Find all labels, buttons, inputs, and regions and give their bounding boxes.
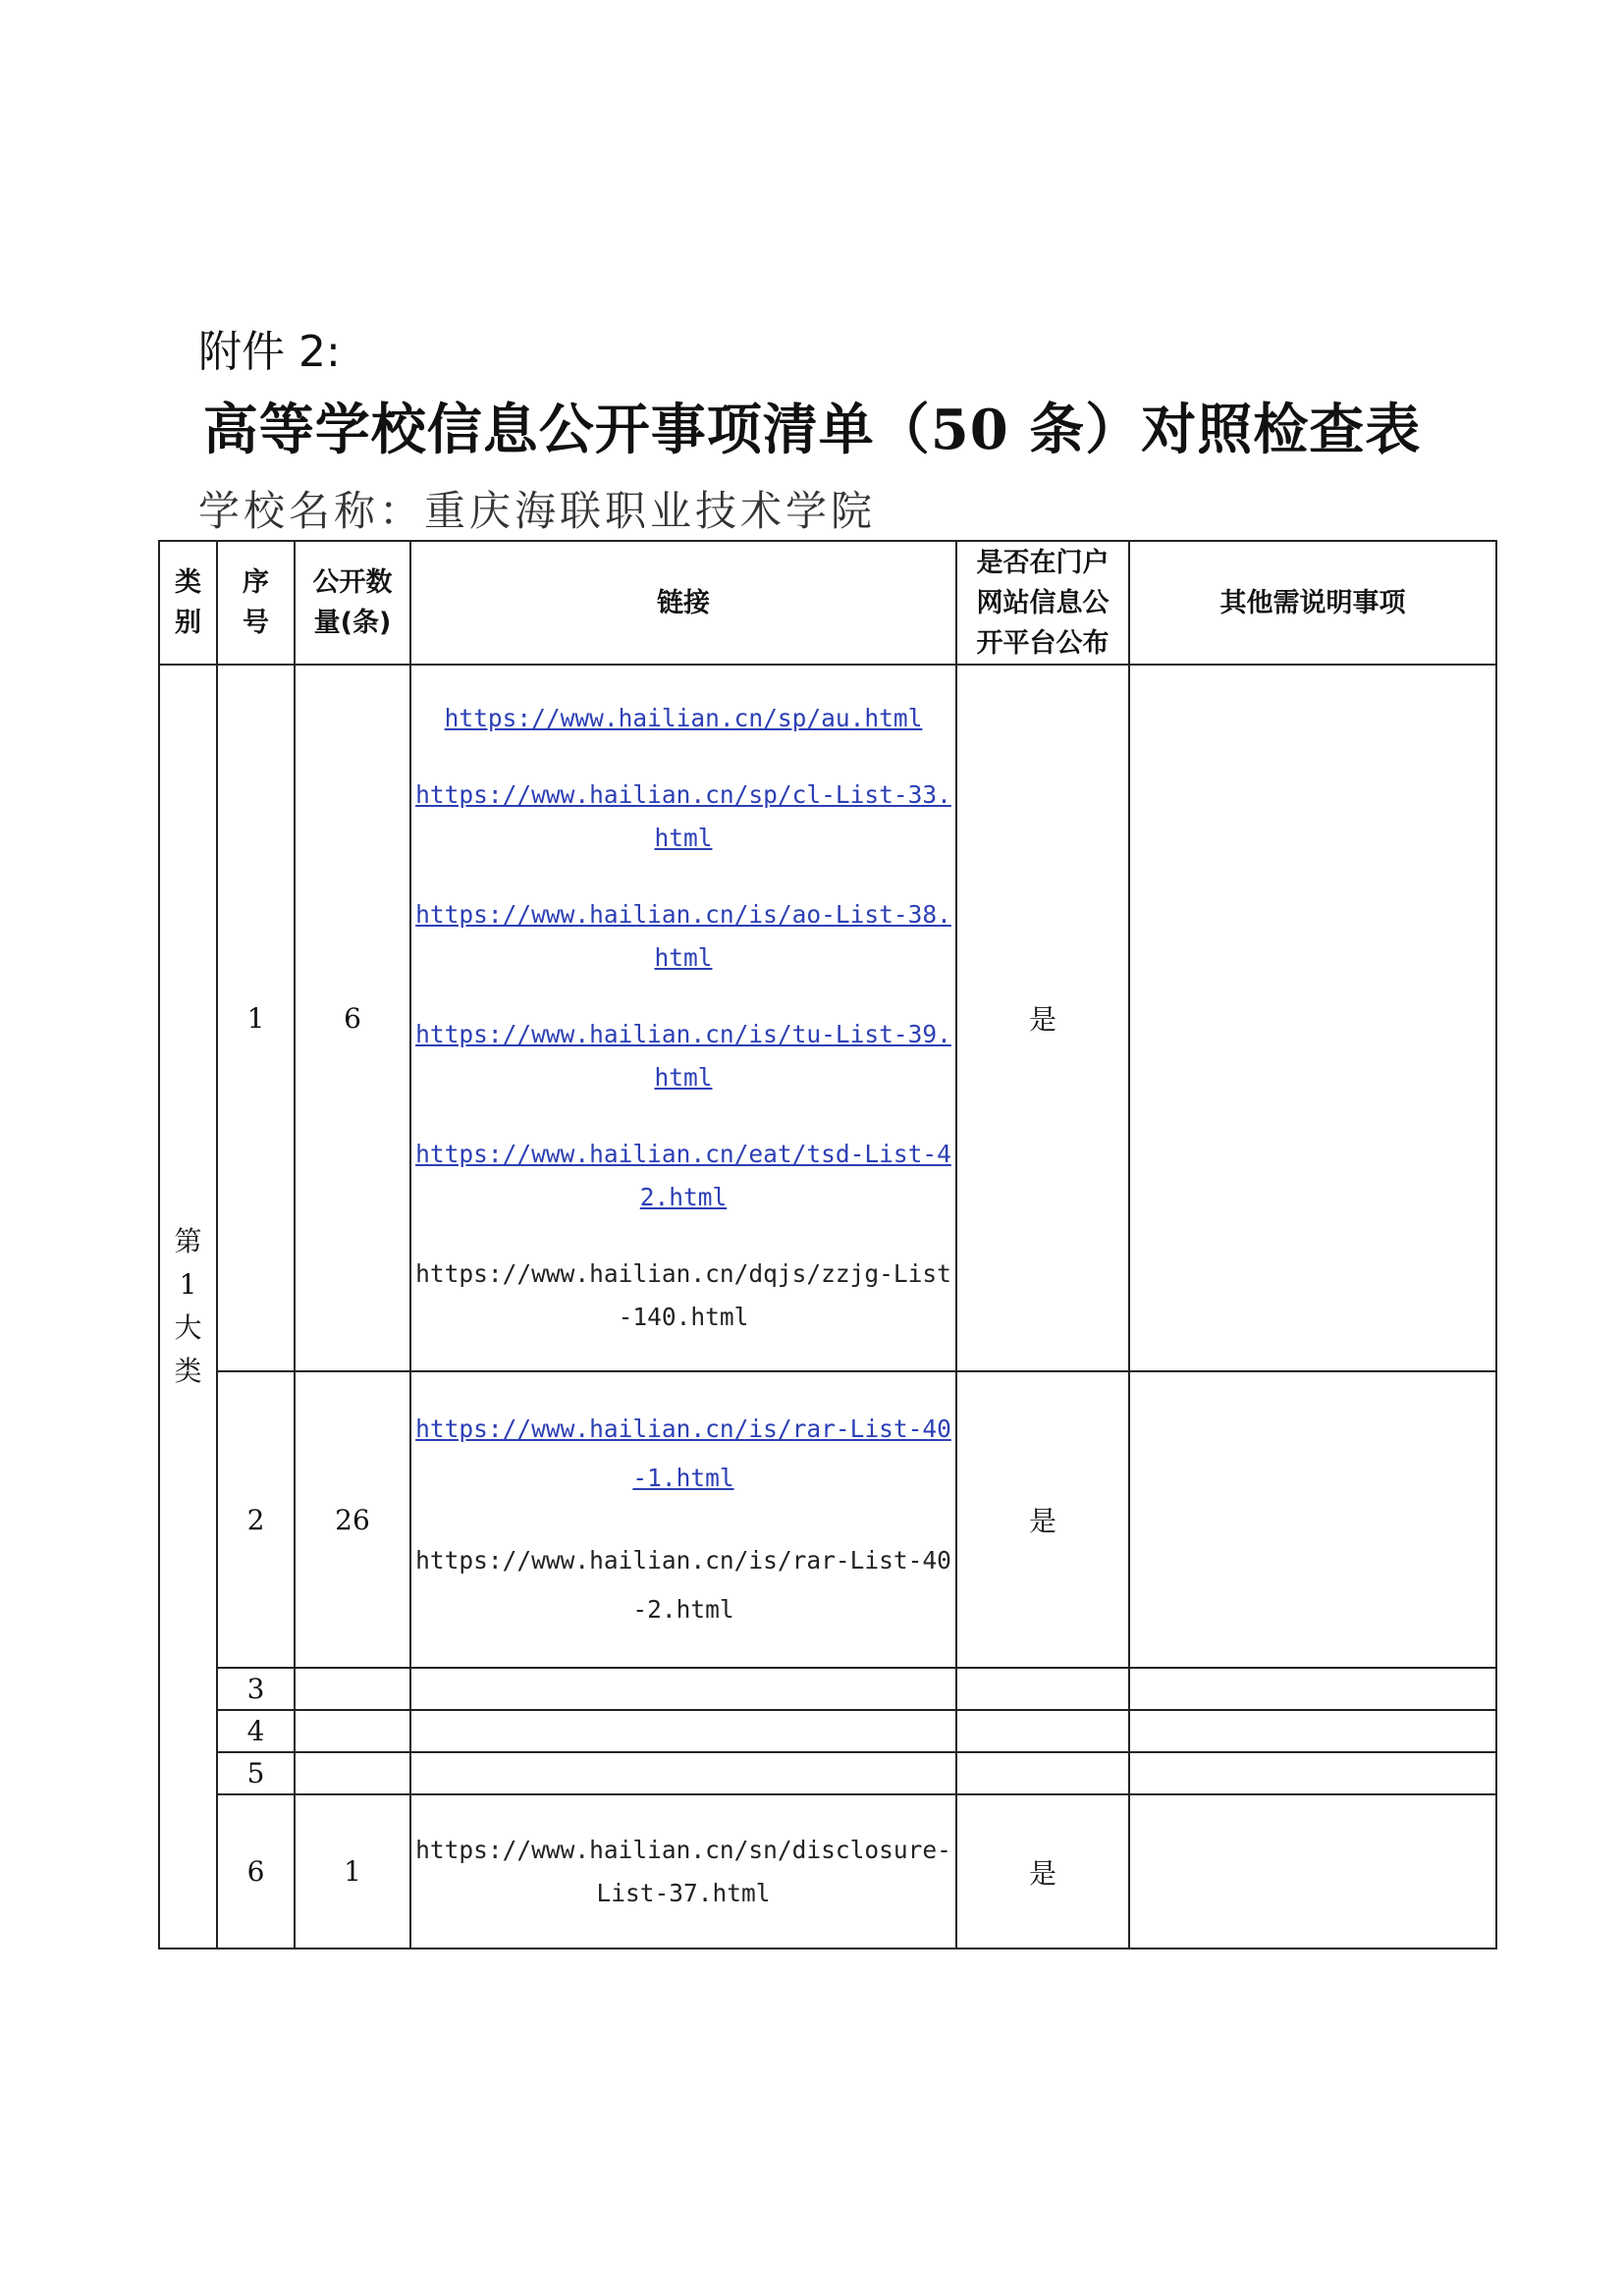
- disclosure-link-text: https://www.hailian.cn/sn/disclosure-List-37.html: [415, 1835, 951, 1907]
- notes-cell: [1129, 1710, 1496, 1752]
- table-row: [159, 1752, 1496, 1794]
- published-cell: 是: [956, 1794, 1129, 1949]
- serial-cell: 5: [217, 1752, 295, 1794]
- attachment-label: 附件 2:: [198, 327, 341, 377]
- disclosure-link[interactable]: https://www.hailian.cn/is/tu-List-39.html: [415, 1020, 951, 1092]
- table-row: [159, 1794, 1496, 1949]
- header-published: 是否在门户网站信息公开平台公布: [956, 541, 1129, 665]
- published-cell: [956, 1710, 1129, 1752]
- links-cell: [410, 665, 956, 1371]
- category-cell: [159, 665, 217, 1949]
- published-cell: [956, 1668, 1129, 1710]
- notes-cell: [1129, 1668, 1496, 1710]
- published-cell: [956, 1752, 1129, 1794]
- count-cell: 26: [295, 1371, 410, 1668]
- notes-cell: [1129, 1371, 1496, 1668]
- disclosure-link-text: https://www.hailian.cn/is/rar-List-40-2.html: [415, 1546, 951, 1624]
- disclosure-link[interactable]: https://www.hailian.cn/is/rar-List-40-1.html: [415, 1415, 951, 1492]
- published-cell: 是: [956, 665, 1129, 1371]
- serial-cell: 3: [217, 1668, 295, 1710]
- header-category: 类别: [159, 541, 217, 665]
- serial-cell: 4: [217, 1710, 295, 1752]
- links-cell: [410, 1371, 956, 1668]
- links-cell: [410, 1752, 956, 1794]
- serial-cell: 2: [217, 1371, 295, 1668]
- category-label: 第1大类: [174, 1225, 202, 1387]
- header-row: [159, 541, 1496, 665]
- links-cell: [410, 1710, 956, 1752]
- disclosure-link[interactable]: https://www.hailian.cn/is/ao-List-38.html: [415, 900, 951, 972]
- disclosure-link-text: https://www.hailian.cn/dqjs/zzjg-List-140.html: [415, 1259, 951, 1331]
- serial-cell: 6: [217, 1794, 295, 1949]
- header-notes: 其他需说明事项: [1129, 541, 1496, 665]
- links-cell: [410, 1794, 956, 1949]
- links-cell: [410, 1668, 956, 1710]
- count-cell: [295, 1668, 410, 1710]
- table-row: [159, 1710, 1496, 1752]
- notes-cell: [1129, 665, 1496, 1371]
- document-title: 高等学校信息公开事项清单（50 条）对照检查表: [202, 398, 1422, 462]
- disclosure-link[interactable]: https://www.hailian.cn/sp/au.html: [444, 704, 923, 732]
- notes-cell: [1129, 1752, 1496, 1794]
- header-count: 公开数量(条): [295, 541, 410, 665]
- table-row: [159, 665, 1496, 1371]
- notes-cell: [1129, 1794, 1496, 1949]
- table-row: [159, 1371, 1496, 1668]
- header-serial: 序号: [217, 541, 295, 665]
- count-cell: [295, 1710, 410, 1752]
- published-cell: 是: [956, 1371, 1129, 1668]
- table-row: [159, 1668, 1496, 1710]
- count-cell: 6: [295, 665, 410, 1371]
- school-name-line: 学校名称：重庆海联职业技术学院: [198, 487, 877, 535]
- count-cell: [295, 1752, 410, 1794]
- disclosure-checklist-table: [158, 540, 1497, 1949]
- disclosure-link[interactable]: https://www.hailian.cn/eat/tsd-List-42.html: [415, 1140, 951, 1211]
- disclosure-link[interactable]: https://www.hailian.cn/sp/cl-List-33.html: [415, 780, 951, 852]
- header-link: 链接: [410, 541, 956, 665]
- serial-cell: 1: [217, 665, 295, 1371]
- count-cell: 1: [295, 1794, 410, 1949]
